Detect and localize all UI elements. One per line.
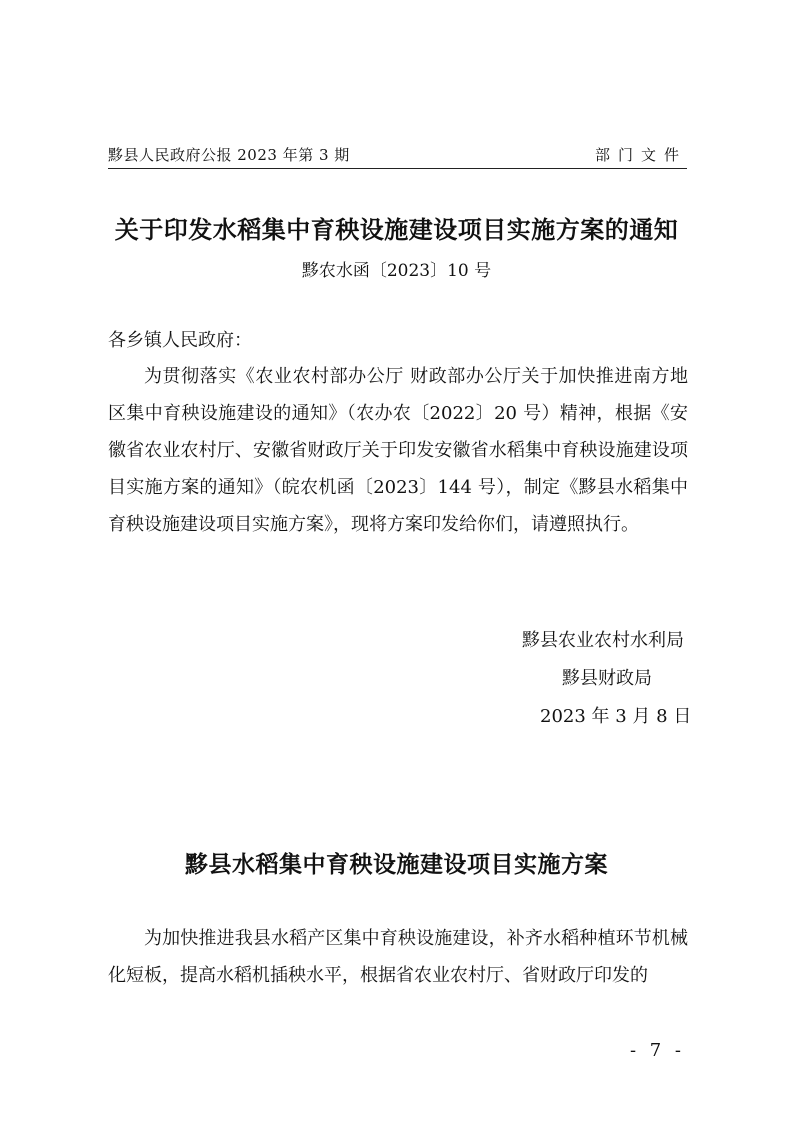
- signature-agriculture-bureau: 黟县农业农村水利局: [522, 630, 684, 651]
- gazette-issue: 黟县人民政府公报 2023 年第 3 期: [108, 146, 350, 164]
- section-label: 部门文件: [594, 146, 687, 164]
- plan-title: 黟县水稻集中育秧设施建设项目实施方案: [185, 851, 608, 878]
- salutation: 各乡镇人民政府：: [108, 330, 252, 351]
- page-header: [108, 142, 687, 169]
- issue-date: 2023 年 3 月 8 日: [540, 706, 692, 727]
- document-number: 黟农水函〔2023〕10 号: [301, 261, 492, 281]
- plan-body: 为加快推进我县水稻产区集中育秧设施建设，补齐水稻种植环节机械化短板，提高水稻机插秧水平，根据省农业农村厅、省财政厅印发的: [108, 928, 688, 986]
- signature-finance-bureau: 黟县财政局: [562, 668, 652, 689]
- page-number: - 7 -: [629, 1040, 685, 1061]
- notice-body: 为贯彻落实《农业农村部办公厅 财政部办公厅关于加快推进南方地区集中育秧设施建设的通知》（农办农〔2022〕20 号）精神，根据《安徽省农业农村厅、安徽省财政厅关于印发安徽省水稻集中育秧设施建设项目实施方案的通知》（皖农机函〔2023〕144 号），制定《黟县水稻集中育秧设施建设项目实施方案》，现将方案印发给你们，请遵照执行。: [108, 366, 688, 535]
- notice-title: 关于印发水稻集中育秧设施建设项目实施方案的通知: [114, 215, 679, 244]
